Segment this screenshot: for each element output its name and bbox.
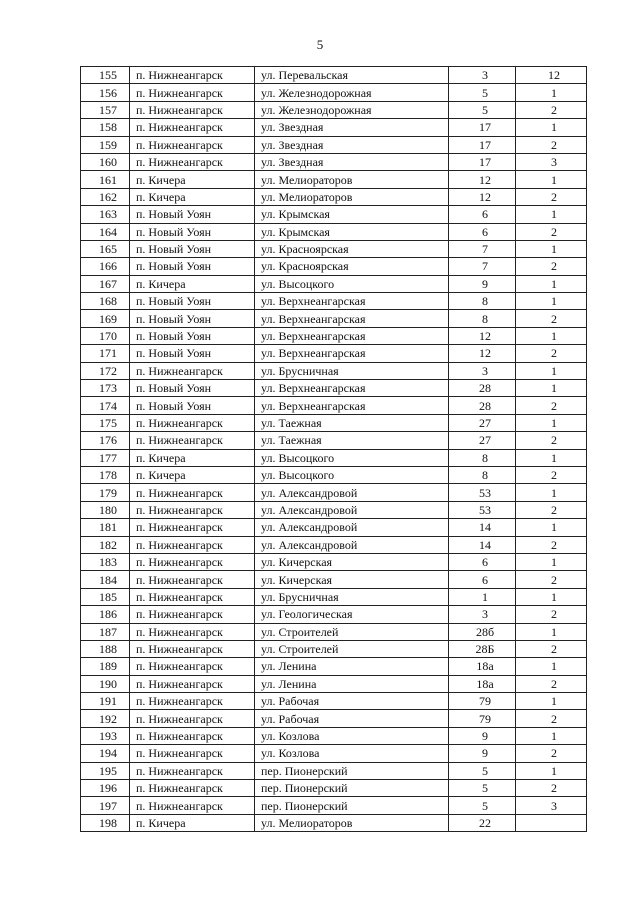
street-cell: ул. Высоцкого	[255, 466, 449, 483]
house-number-cell: 14	[449, 519, 516, 536]
table-row	[81, 240, 587, 257]
house-number-cell: 12	[449, 345, 516, 362]
apartment-number-cell: 2	[516, 188, 587, 205]
apartment-number-cell: 2	[516, 223, 587, 240]
settlement-cell: п. Нижнеангарск	[130, 710, 255, 727]
settlement-cell: п. Нижнеангарск	[130, 693, 255, 710]
settlement-cell: п. Нижнеангарск	[130, 797, 255, 814]
table-row	[81, 606, 587, 623]
street-cell: ул. Высоцкого	[255, 275, 449, 292]
table-row	[81, 693, 587, 710]
table-row	[81, 814, 587, 831]
settlement-cell: п. Нижнеангарск	[130, 136, 255, 153]
settlement-cell: п. Нижнеангарск	[130, 588, 255, 605]
apartment-number-cell: 1	[516, 171, 587, 188]
street-cell: ул. Мелиораторов	[255, 171, 449, 188]
street-cell: ул. Верхнеангарская	[255, 310, 449, 327]
house-number-cell: 12	[449, 188, 516, 205]
row-number-cell: 179	[81, 484, 130, 501]
house-number-cell: 9	[449, 727, 516, 744]
settlement-cell: п. Кичера	[130, 814, 255, 831]
row-number-cell: 196	[81, 780, 130, 797]
house-number-cell: 1	[449, 588, 516, 605]
table-row	[81, 658, 587, 675]
settlement-cell: п. Нижнеангарск	[130, 745, 255, 762]
street-cell: ул. Геологическая	[255, 606, 449, 623]
row-number-cell: 187	[81, 623, 130, 640]
street-cell: ул. Козлова	[255, 727, 449, 744]
street-cell: ул. Высоцкого	[255, 449, 449, 466]
table-row	[81, 362, 587, 379]
house-number-cell: 5	[449, 84, 516, 101]
settlement-cell: п. Нижнеангарск	[130, 675, 255, 692]
row-number-cell: 156	[81, 84, 130, 101]
address-table	[80, 66, 587, 832]
row-number-cell: 162	[81, 188, 130, 205]
settlement-cell: п. Нижнеангарск	[130, 762, 255, 779]
settlement-cell: п. Кичера	[130, 275, 255, 292]
table-row	[81, 136, 587, 153]
apartment-number-cell: 2	[516, 710, 587, 727]
apartment-number-cell: 2	[516, 606, 587, 623]
street-cell: ул. Брусничная	[255, 362, 449, 379]
street-cell: ул. Верхнеангарская	[255, 293, 449, 310]
settlement-cell: п. Нижнеангарск	[130, 84, 255, 101]
apartment-number-cell: 2	[516, 780, 587, 797]
table-row	[81, 519, 587, 536]
street-cell: ул. Верхнеангарская	[255, 345, 449, 362]
row-number-cell: 164	[81, 223, 130, 240]
row-number-cell: 194	[81, 745, 130, 762]
row-number-cell: 181	[81, 519, 130, 536]
table-row	[81, 710, 587, 727]
street-cell: пер. Пионерский	[255, 762, 449, 779]
row-number-cell: 160	[81, 153, 130, 170]
apartment-number-cell: 2	[516, 640, 587, 657]
apartment-number-cell: 1	[516, 623, 587, 640]
table-row	[81, 223, 587, 240]
settlement-cell: п. Нижнеангарск	[130, 101, 255, 118]
row-number-cell: 158	[81, 119, 130, 136]
settlement-cell: п. Кичера	[130, 449, 255, 466]
row-number-cell: 184	[81, 571, 130, 588]
row-number-cell: 182	[81, 536, 130, 553]
table-row	[81, 588, 587, 605]
settlement-cell: п. Новый Уоян	[130, 223, 255, 240]
street-cell: ул. Кичерская	[255, 571, 449, 588]
apartment-number-cell: 1	[516, 275, 587, 292]
settlement-cell: п. Новый Уоян	[130, 240, 255, 257]
street-cell: ул. Перевальская	[255, 67, 449, 84]
settlement-cell: п. Кичера	[130, 188, 255, 205]
apartment-number-cell: 2	[516, 345, 587, 362]
house-number-cell: 3	[449, 67, 516, 84]
house-number-cell: 17	[449, 153, 516, 170]
house-number-cell: 8	[449, 310, 516, 327]
row-number-cell: 197	[81, 797, 130, 814]
house-number-cell: 17	[449, 136, 516, 153]
row-number-cell: 174	[81, 397, 130, 414]
street-cell: ул. Железнодорожная	[255, 84, 449, 101]
row-number-cell: 192	[81, 710, 130, 727]
settlement-cell: п. Новый Уоян	[130, 397, 255, 414]
settlement-cell: п. Нижнеангарск	[130, 553, 255, 570]
street-cell: ул. Брусничная	[255, 588, 449, 605]
house-number-cell: 12	[449, 171, 516, 188]
apartment-number-cell: 1	[516, 206, 587, 223]
house-number-cell: 9	[449, 275, 516, 292]
row-number-cell: 166	[81, 258, 130, 275]
apartment-number-cell: 1	[516, 380, 587, 397]
table-row	[81, 310, 587, 327]
street-cell: ул. Ленина	[255, 658, 449, 675]
settlement-cell: п. Новый Уоян	[130, 345, 255, 362]
table-row	[81, 675, 587, 692]
apartment-number-cell: 2	[516, 536, 587, 553]
apartment-number-cell: 2	[516, 571, 587, 588]
house-number-cell: 14	[449, 536, 516, 553]
house-number-cell: 17	[449, 119, 516, 136]
house-number-cell: 7	[449, 240, 516, 257]
settlement-cell: п. Нижнеангарск	[130, 606, 255, 623]
apartment-number-cell: 2	[516, 432, 587, 449]
apartment-number-cell: 2	[516, 466, 587, 483]
settlement-cell: п. Нижнеангарск	[130, 484, 255, 501]
table-row	[81, 327, 587, 344]
table-row	[81, 745, 587, 762]
settlement-cell: п. Нижнеангарск	[130, 414, 255, 431]
house-number-cell: 3	[449, 362, 516, 379]
row-number-cell: 198	[81, 814, 130, 831]
apartment-number-cell: 1	[516, 762, 587, 779]
apartment-number-cell: 1	[516, 327, 587, 344]
table-row	[81, 432, 587, 449]
apartment-number-cell: 3	[516, 153, 587, 170]
house-number-cell: 6	[449, 223, 516, 240]
row-number-cell: 159	[81, 136, 130, 153]
street-cell: ул. Александровой	[255, 519, 449, 536]
table-row	[81, 119, 587, 136]
table-row	[81, 275, 587, 292]
row-number-cell: 176	[81, 432, 130, 449]
row-number-cell: 163	[81, 206, 130, 223]
table-row	[81, 501, 587, 518]
street-cell: ул. Железнодорожная	[255, 101, 449, 118]
apartment-number-cell: 1	[516, 362, 587, 379]
table-row	[81, 380, 587, 397]
house-number-cell: 8	[449, 466, 516, 483]
settlement-cell: п. Нижнеангарск	[130, 362, 255, 379]
house-number-cell: 18а	[449, 658, 516, 675]
house-number-cell: 27	[449, 414, 516, 431]
row-number-cell: 173	[81, 380, 130, 397]
table-row	[81, 84, 587, 101]
street-cell: ул. Александровой	[255, 536, 449, 553]
settlement-cell: п. Нижнеангарск	[130, 780, 255, 797]
house-number-cell: 18а	[449, 675, 516, 692]
street-cell: ул. Ленина	[255, 675, 449, 692]
row-number-cell: 175	[81, 414, 130, 431]
settlement-cell: п. Новый Уоян	[130, 206, 255, 223]
table-row	[81, 780, 587, 797]
apartment-number-cell: 1	[516, 84, 587, 101]
row-number-cell: 190	[81, 675, 130, 692]
row-number-cell: 177	[81, 449, 130, 466]
table-row	[81, 466, 587, 483]
table-row	[81, 188, 587, 205]
house-number-cell: 12	[449, 327, 516, 344]
house-number-cell: 28	[449, 380, 516, 397]
house-number-cell: 53	[449, 501, 516, 518]
house-number-cell: 6	[449, 206, 516, 223]
apartment-number-cell: 1	[516, 588, 587, 605]
apartment-number-cell: 1	[516, 658, 587, 675]
row-number-cell: 170	[81, 327, 130, 344]
settlement-cell: п. Нижнеангарск	[130, 536, 255, 553]
table-row	[81, 293, 587, 310]
row-number-cell: 191	[81, 693, 130, 710]
settlement-cell: п. Кичера	[130, 171, 255, 188]
table-row	[81, 762, 587, 779]
row-number-cell: 189	[81, 658, 130, 675]
house-number-cell: 79	[449, 710, 516, 727]
row-number-cell: 168	[81, 293, 130, 310]
house-number-cell: 6	[449, 553, 516, 570]
settlement-cell: п. Нижнеангарск	[130, 119, 255, 136]
house-number-cell: 8	[449, 293, 516, 310]
street-cell: ул. Таежная	[255, 432, 449, 449]
apartment-number-cell: 1	[516, 727, 587, 744]
row-number-cell: 193	[81, 727, 130, 744]
street-cell: ул. Звездная	[255, 153, 449, 170]
house-number-cell: 28Б	[449, 640, 516, 657]
table-row	[81, 623, 587, 640]
page-number: 5	[316, 37, 324, 52]
row-number-cell: 172	[81, 362, 130, 379]
apartment-number-cell: 2	[516, 101, 587, 118]
apartment-number-cell: 2	[516, 136, 587, 153]
settlement-cell: п. Новый Уоян	[130, 327, 255, 344]
settlement-cell: п. Нижнеангарск	[130, 727, 255, 744]
table-row	[81, 397, 587, 414]
settlement-cell: п. Новый Уоян	[130, 293, 255, 310]
settlement-cell: п. Нижнеангарск	[130, 432, 255, 449]
street-cell: пер. Пионерский	[255, 797, 449, 814]
row-number-cell: 161	[81, 171, 130, 188]
row-number-cell: 167	[81, 275, 130, 292]
row-number-cell: 155	[81, 67, 130, 84]
apartment-number-cell: 2	[516, 501, 587, 518]
house-number-cell: 5	[449, 797, 516, 814]
row-number-cell: 178	[81, 466, 130, 483]
row-number-cell: 185	[81, 588, 130, 605]
apartment-number-cell	[516, 814, 587, 831]
house-number-cell: 79	[449, 693, 516, 710]
apartment-number-cell: 3	[516, 797, 587, 814]
house-number-cell: 5	[449, 780, 516, 797]
street-cell: ул. Козлова	[255, 745, 449, 762]
apartment-number-cell: 1	[516, 519, 587, 536]
address-table-body	[81, 67, 587, 832]
row-number-cell: 157	[81, 101, 130, 118]
street-cell: ул. Мелиораторов	[255, 814, 449, 831]
settlement-cell: п. Нижнеангарск	[130, 571, 255, 588]
street-cell: ул. Таежная	[255, 414, 449, 431]
row-number-cell: 195	[81, 762, 130, 779]
table-row	[81, 797, 587, 814]
house-number-cell: 8	[449, 449, 516, 466]
street-cell: ул. Крымская	[255, 223, 449, 240]
apartment-number-cell: 12	[516, 67, 587, 84]
settlement-cell: п. Нижнеангарск	[130, 623, 255, 640]
table-row	[81, 345, 587, 362]
settlement-cell: п. Кичера	[130, 466, 255, 483]
apartment-number-cell: 2	[516, 258, 587, 275]
street-cell: ул. Строителей	[255, 623, 449, 640]
apartment-number-cell: 1	[516, 553, 587, 570]
apartment-number-cell: 1	[516, 484, 587, 501]
table-row	[81, 640, 587, 657]
table-row	[81, 67, 587, 84]
street-cell: ул. Александровой	[255, 484, 449, 501]
table-row	[81, 727, 587, 744]
house-number-cell: 5	[449, 101, 516, 118]
row-number-cell: 165	[81, 240, 130, 257]
house-number-cell: 9	[449, 745, 516, 762]
street-cell: пер. Пионерский	[255, 780, 449, 797]
street-cell: ул. Звездная	[255, 136, 449, 153]
street-cell: ул. Звездная	[255, 119, 449, 136]
settlement-cell: п. Нижнеангарск	[130, 519, 255, 536]
apartment-number-cell: 2	[516, 310, 587, 327]
table-row	[81, 536, 587, 553]
street-cell: ул. Красноярская	[255, 240, 449, 257]
house-number-cell: 28	[449, 397, 516, 414]
street-cell: ул. Строителей	[255, 640, 449, 657]
house-number-cell: 6	[449, 571, 516, 588]
settlement-cell: п. Нижнеангарск	[130, 640, 255, 657]
street-cell: ул. Александровой	[255, 501, 449, 518]
settlement-cell: п. Новый Уоян	[130, 310, 255, 327]
table-row	[81, 484, 587, 501]
street-cell: ул. Мелиораторов	[255, 188, 449, 205]
house-number-cell: 3	[449, 606, 516, 623]
street-cell: ул. Рабочая	[255, 693, 449, 710]
apartment-number-cell: 1	[516, 449, 587, 466]
settlement-cell: п. Нижнеангарск	[130, 658, 255, 675]
settlement-cell: п. Нижнеангарск	[130, 67, 255, 84]
apartment-number-cell: 2	[516, 675, 587, 692]
table-row	[81, 101, 587, 118]
table-row	[81, 449, 587, 466]
row-number-cell: 169	[81, 310, 130, 327]
apartment-number-cell: 1	[516, 693, 587, 710]
street-cell: ул. Верхнеангарская	[255, 327, 449, 344]
table-row	[81, 553, 587, 570]
house-number-cell: 22	[449, 814, 516, 831]
street-cell: ул. Крымская	[255, 206, 449, 223]
table-row	[81, 571, 587, 588]
table-row	[81, 258, 587, 275]
table-row	[81, 414, 587, 431]
street-cell: ул. Верхнеангарская	[255, 380, 449, 397]
settlement-cell: п. Новый Уоян	[130, 258, 255, 275]
settlement-cell: п. Новый Уоян	[130, 380, 255, 397]
apartment-number-cell: 2	[516, 397, 587, 414]
street-cell: ул. Рабочая	[255, 710, 449, 727]
street-cell: ул. Красноярская	[255, 258, 449, 275]
table-row	[81, 206, 587, 223]
apartment-number-cell: 1	[516, 119, 587, 136]
row-number-cell: 186	[81, 606, 130, 623]
street-cell: ул. Верхнеангарская	[255, 397, 449, 414]
house-number-cell: 7	[449, 258, 516, 275]
row-number-cell: 188	[81, 640, 130, 657]
table-row	[81, 153, 587, 170]
settlement-cell: п. Нижнеангарск	[130, 501, 255, 518]
street-cell: ул. Кичерская	[255, 553, 449, 570]
settlement-cell: п. Нижнеангарск	[130, 153, 255, 170]
house-number-cell: 27	[449, 432, 516, 449]
house-number-cell: 28б	[449, 623, 516, 640]
row-number-cell: 183	[81, 553, 130, 570]
house-number-cell: 5	[449, 762, 516, 779]
apartment-number-cell: 2	[516, 745, 587, 762]
row-number-cell: 180	[81, 501, 130, 518]
table-row	[81, 171, 587, 188]
house-number-cell: 53	[449, 484, 516, 501]
apartment-number-cell: 1	[516, 293, 587, 310]
apartment-number-cell: 1	[516, 414, 587, 431]
row-number-cell: 171	[81, 345, 130, 362]
apartment-number-cell: 1	[516, 240, 587, 257]
